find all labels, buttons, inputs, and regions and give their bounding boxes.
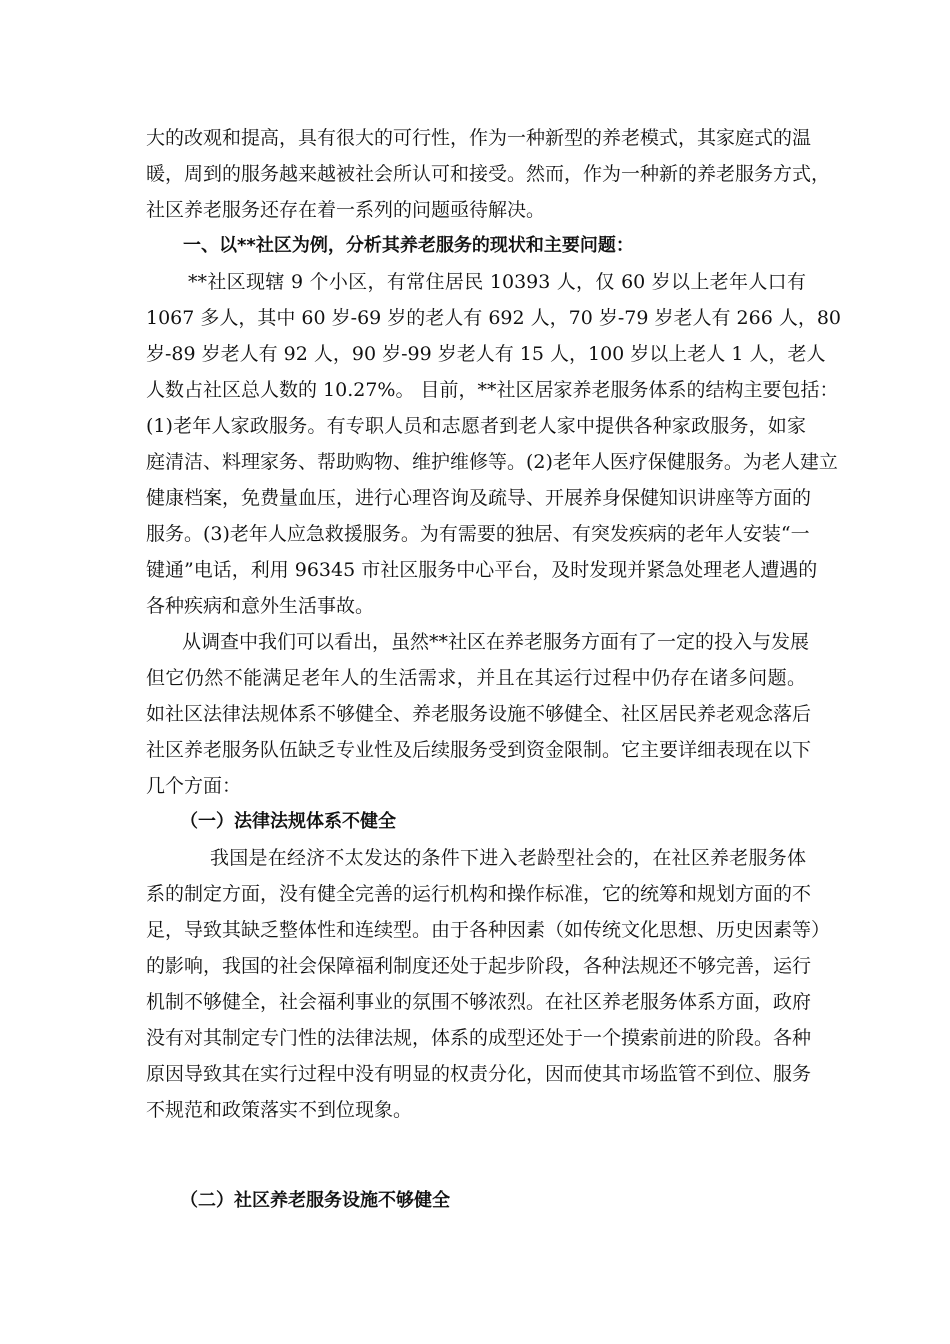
survey-line: 社区养老服务队伍缺乏专业性及后续服务受到资金限制。它主要详细表现在以下 [146, 739, 812, 761]
status-line: 键通”电话，利用 96345 市社区服务中心平台，及时发现并紧急处理老人遭遇的 [146, 559, 818, 581]
law-line: 系的制定方面，没有健全完善的运行机构和操作标准，它的统筹和规划方面的不 [146, 883, 812, 905]
status-line: 健康档案，免费量血压，进行心理咨询及疏导、开展养身保健知识讲座等方面的 [146, 487, 812, 509]
law-line: 原因导致其在实行过程中没有明显的权责分化，因而使其市场监管不到位、服务 [146, 1063, 812, 1085]
survey-line: 但它仍然不能满足老年人的生活需求，并且在其运行过程中仍存在诸多问题。 [146, 667, 806, 689]
law-line: 机制不够健全，社会福利事业的氛围不够浓烈。在社区养老服务体系方面，政府 [146, 991, 812, 1013]
survey-line: 几个方面： [146, 775, 242, 797]
status-line: 人数占社区总人数的 10.27%。 目前，**社区居家养老服务体系的结构主要包括： [146, 379, 839, 401]
status-line: 各种疾病和意外生活事故。 [146, 595, 375, 617]
status-line: **社区现辖 9 个小区，有常住居民 10393 人，仅 60 岁以上老年人口有 [188, 271, 806, 293]
section-heading-3: （二）社区养老服务设施不够健全 [180, 1190, 450, 1211]
intro-line: 暖，周到的服务越来越被社会所认可和接受。然而，作为一种新的养老服务方式， [146, 163, 831, 185]
status-line: (1)老年人家政服务。有专职人员和志愿者到老人家中提供各种家政服务，如家 [146, 415, 806, 437]
section-heading-1: 一、以**社区为例，分析其养老服务的现状和主要问题： [183, 235, 634, 256]
law-line: 不规范和政策落实不到位现象。 [146, 1099, 413, 1121]
status-line: 服务。(3)老年人应急救援服务。为有需要的独居、有突发疾病的老年人安装“一 [146, 523, 810, 545]
intro-line: 社区养老服务还存在着一系列的问题亟待解决。 [146, 199, 546, 221]
status-line: 庭清洁、料理家务、帮助购物、维护维修等。(2)老年人医疗保健服务。为老人建立 [146, 451, 838, 473]
survey-line: 从调查中我们可以看出，虽然**社区在养老服务方面有了一定的投入与发展 [182, 631, 810, 653]
section-heading-2: （一）法律法规体系不健全 [180, 811, 396, 832]
survey-line: 如社区法律法规体系不够健全、养老服务设施不够健全、社区居民养老观念落后 [146, 703, 812, 725]
law-line: 的影响，我国的社会保障福利制度还处于起步阶段，各种法规还不够完善，运行 [146, 955, 812, 977]
status-line: 1067 多人，其中 60 岁-69 岁的老人有 692 人，70 岁-79 岁老人有 266 人，80 [146, 307, 842, 329]
intro-line: 大的改观和提高，具有很大的可行性，作为一种新型的养老模式，其家庭式的温 [146, 127, 812, 149]
law-line: 没有对其制定专门性的法律法规，体系的成型还处于一个摸索前进的阶段。各种 [146, 1027, 812, 1049]
status-line: 岁-89 岁老人有 92 人，90 岁-99 岁老人有 15 人，100 岁以上老人 1 人，老人 [146, 343, 826, 365]
law-line: 足，导致其缺乏整体性和连续型。由于各种因素（如传统文化思想、历史因素等） [146, 919, 831, 941]
law-line: 我国是在经济不太发达的条件下进入老龄型社会的，在社区养老服务体 [210, 847, 806, 869]
